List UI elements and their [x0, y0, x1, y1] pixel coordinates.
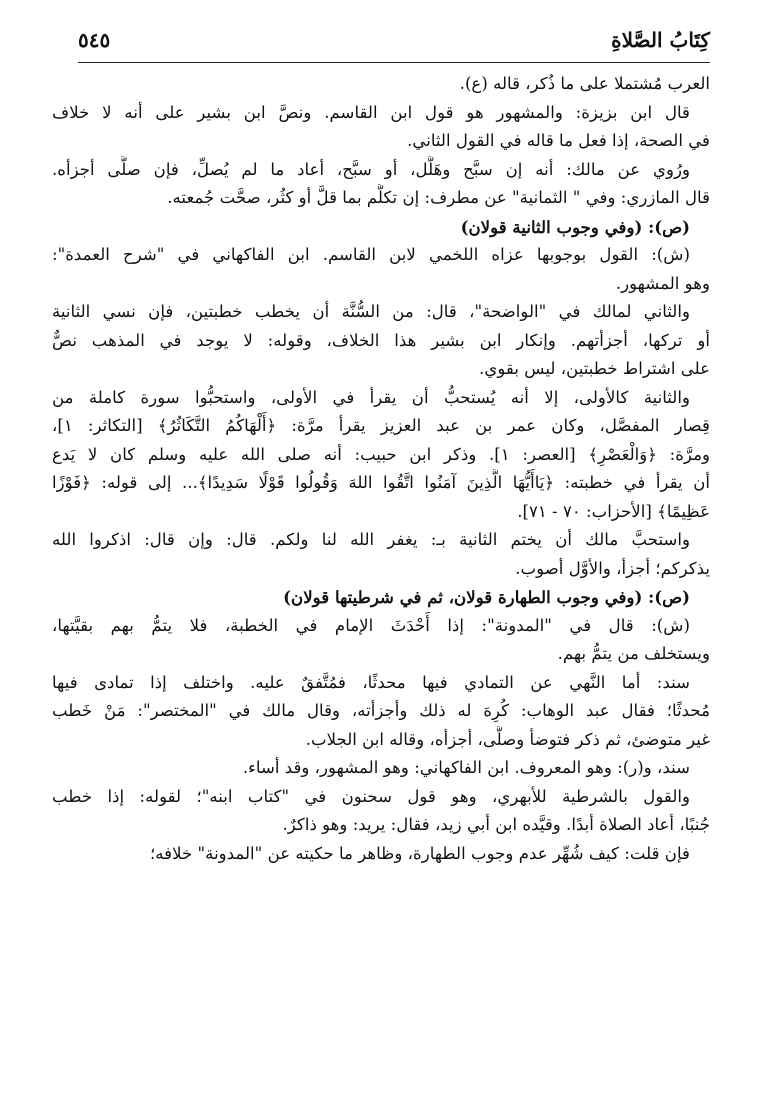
text-line: وهو المشهور. — [615, 273, 710, 293]
page-header — [78, 22, 710, 63]
text-line: أن يقرأ في خطبته: ﴿يَاأَيُّهَا الَّذِينَ آمَنُوا اتَّقُوا اللهَ وَقُولُوا قَوْلًا سَدِيدًا﴾... إلى قوله: ﴿فَوْزًا — [52, 473, 710, 492]
text-line: يذكركم؛ أجزأ، والأوَّل أصوب. — [515, 558, 710, 578]
text-line: غير متوضئ، ثم ذكر فتوضأ وصلَّى، أجزأه، وقاله ابن الجلاب. — [305, 729, 710, 749]
text-line: على اشتراط خطبتين، ليس بقوي. — [479, 359, 710, 378]
body-text — [52, 70, 710, 868]
text-line: واستحبَّ مالك أن يختم الثانية بـ: يغفر الله لنا ولكم. قال: وإن قال: اذكروا الله — [52, 530, 690, 549]
text-line: سند، و(ر): وهو المعروف. ابن الفاكهاني: وهو المشهور، وقد أساء. — [242, 758, 690, 777]
text-line: ويستخلف من يتمُّ بهم. — [557, 644, 710, 663]
text-line: فإن قلت: كيف شُهِّر عدم وجوب الطهارة، وظاهر ما حكيته عن "المدونة" خلافه؛ — [150, 843, 690, 863]
text-line: مُحدثًا؛ فقال عبد الوهاب: كُرِهَ له ذلك وأجزأته، وقال مالك في "المختصر": مَنْ خَطب — [52, 701, 710, 720]
page-number: ٥٤٥ — [78, 28, 111, 52]
text-line: (ش): القول بوجوبها عزاه اللخمي لابن القاسم. ابن الفاكهاني في "شرح العمدة": — [52, 245, 690, 264]
text-line: (ش): قال في "المدونة": إذا أَحْدَثَ الإمام في الخطبة، فلا يتمُّ بهم بقيَّتها، — [52, 615, 690, 635]
text-line: عَظِيمًا﴾ [الأحزاب: ٧٠ - ٧١]. — [517, 501, 710, 521]
text-line: ورُوي عن مالك: أنه إن سبَّح وهَلَّل، أو سبَّح، أعاد ما لم يُصلِّ، فإن صلَّى أجزأه. — [52, 159, 690, 179]
text-line: قِصار المفصَّل، وكان عمر بن عبد العزيز يقرأ مرَّة: ﴿أَلْهَاكُمُ التَّكَاثُرُ﴾ [التكاثر: ١]، — [52, 416, 710, 435]
text-line: والقول بالشرطية للأبهري، وهو قول سحنون في "كتاب ابنه"؛ لقوله: إذا خطب — [52, 786, 690, 806]
text-line: سند: أما النَّهي عن التمادي فيها محدثًا، فمُتَّفقٌ عليه. واختلف إذا تمادى فيها — [52, 672, 690, 692]
text-line: والثانية كالأولى، إلا أنه يُستحبُّ أن يقرأ في الأولى، واستحبُّوا سورة كاملة من — [52, 387, 690, 407]
text-line: في الصحة، إذا فعل ما قاله في القول الثاني. — [407, 131, 710, 150]
text-line: (ص): (وفي وجوب الطهارة قولان، ثم في شرطيتها قولان) — [283, 587, 690, 607]
text-line: قال ابن بزيزة: والمشهور هو قول ابن القاسم. ونصَّ ابن بشير على أنه لا خلاف — [52, 102, 690, 122]
text-line: العرب مُشتملا على ما ذُكر، قاله (ع). — [459, 74, 710, 93]
text-line: والثاني لمالك في "الواضحة"، قال: من السُّنَّة أن يخطب خطبتين، فإن نسي الثانية — [52, 302, 690, 321]
text-line: أو تركها، أجزأتهم. وإنكار ابن بشير هذا الخلاف، وقوله: لا يوجد في المذهب نصٌّ — [52, 330, 710, 350]
text-line: (ص): (وفي وجوب الثانية قولان) — [460, 216, 690, 237]
text-line: قال المازري: وفي " الثمانية" عن مطرف: إن تكلَّم بما قلَّ أو كثُر، صحَّت جُمعته. — [167, 188, 710, 207]
text-line: جُنبًا، أعاد الصلاة أبدًا. وقيَّده ابن أبي زيد، فقال: يريد: وهو ذاكرٌ. — [282, 815, 710, 834]
running-title: كِتَابُ الصَّلاةِ — [611, 28, 710, 52]
text-line: ومرَّة: ﴿وَالْعَصْرِ﴾ [العصر: ١]. وذكر ابن حبيب: أنه صلى الله عليه وسلم كان لا يَدع — [52, 444, 710, 464]
